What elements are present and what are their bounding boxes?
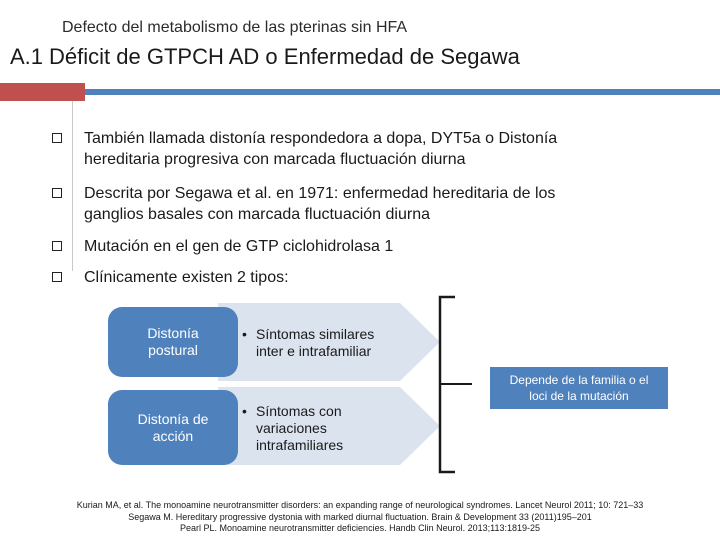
type-label-line: Distonía de	[137, 410, 209, 427]
reference-line: Kurian MA, et al. The monoamine neurotransmitter disorders: an expanding range of neurological syndromes. Lancet Neurol 2011; 10: 721–33	[76, 500, 644, 510]
description-line: Síntomas con	[256, 403, 342, 419]
callout-box	[490, 367, 668, 409]
type-label-line: postural	[148, 342, 198, 358]
reference-line: Segawa M. Hereditary progressive dystonia with marked diurnal fluctuation. Brain & Development 33 (2011)195–201	[128, 511, 592, 522]
description-line: inter e intrafamiliar	[256, 343, 372, 359]
bullet-line: Clínicamente existen 2 tipos:	[84, 269, 289, 286]
bullet-dot-icon: •	[242, 403, 247, 419]
bullet-dot-icon: •	[242, 326, 247, 342]
type-label-line: Distonía	[147, 325, 199, 341]
description-line: variaciones	[256, 420, 327, 436]
type-description-action	[242, 403, 412, 454]
type-label-line: acción	[152, 427, 194, 444]
title-text: Déficit de GTPCH AD o Enfermedad de Segawa	[49, 44, 520, 69]
title-number: A.1	[10, 44, 44, 69]
bullet-line: Descrita por Segawa et al. en 1971: enfermedad hereditaria de los	[84, 185, 556, 202]
bullet-line: hereditaria progresiva con marcada fluctuación diurna	[84, 151, 466, 168]
description-line: intrafamiliares	[256, 437, 344, 453]
type-description-postural	[242, 326, 412, 360]
bullet-line: Mutación en el gen de GTP ciclohidrolasa 1	[84, 238, 394, 255]
reference-line: Pearl PL. Monoamine neurotransmitter deficiencies. Handb Clin Neurol. 2013;113:1819-25	[179, 523, 541, 533]
references	[0, 500, 720, 535]
callout-line: loci de la mutación	[529, 389, 629, 403]
slide-supertitle: Defecto del metabolismo de las pterinas sin HFA	[62, 19, 408, 36]
callout-line: Depende de la familia o el	[509, 373, 649, 387]
description-line: Síntomas similares	[256, 326, 375, 342]
bullet-line: También llamada distonía respondedora a dopa, DYT5a o Distonía	[84, 130, 558, 147]
bullet-line: ganglios basales con marcada fluctuación diurna	[84, 206, 430, 223]
type-box-postural	[108, 307, 238, 377]
type-box-action	[108, 390, 238, 465]
